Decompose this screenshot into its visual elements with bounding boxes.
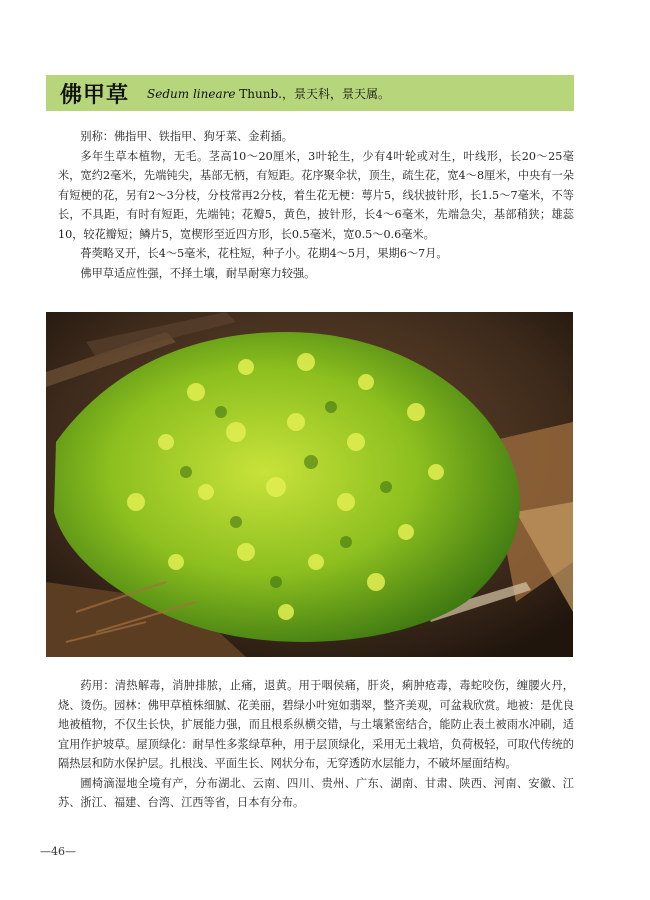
page-number: —46— (40, 845, 76, 858)
plant-title: 佛甲草 (60, 82, 130, 108)
morphology-paragraph: 多年生草本植物，无毛。茎高10～20厘米，3叶轮生，少有4叶轮或对生，叶线形，长20～25毫米，宽约2毫米，先端钝尖，基部无柄，有短距。花序聚伞状，顶生，疏生花，宽4～8厘米，中央有一朵有短梗的花，另有2～3分枝，分枝常再2分枝，着生花无梗：萼片5，线状披针形，长1.5～7毫米，不等长，不具距，有时有短距，先端钝；花瓣5，黄色，披针形，长4～6毫米，先端急尖，基部稍狭；雄蕊10，较花瓣短；鳞片5，宽楔形至近四方形，长0.5毫米，宽0.5～0.6毫米。 (58, 149, 574, 241)
section-header (46, 75, 574, 111)
usage-paragraph: 药用：清热解毒，消肿排脓，止痛，退黄。用于咽侯痛，肝炎，痢肿疮毒，毒蛇咬伤，缠腰火丹，烧、烫伤。园林：佛甲草植株细腻、花美丽，碧绿小叶宛如翡翠，整齐美观，可盆栽欣赏。地被：是优良地被植物，不仅生长快，扩展能力强，而且根系纵横交错，与土壤紧密结合，能防止表土被雨水冲刷，适宜用作护坡草。屋顶绿化：耐旱性多浆绿草种，用于层顶绿化，采用无土栽培，负荷极轻，可取代传统的隔热层和防水保护层。扎根浅、平面生长、网状分布，无穿透防水层能力，不破坏屋面结构。 (58, 679, 574, 770)
alias-paragraph: 别称：佛指甲、铁指甲、狗牙菜、金莉插。 (80, 130, 293, 143)
usage-block (58, 676, 574, 813)
family-text: ，景天科，景天属。 (281, 86, 390, 101)
description-block (58, 127, 574, 283)
latin-name (147, 85, 390, 102)
adaptability-paragraph: 佛甲草适应性强，不择土壤，耐旱耐寒力较强。 (80, 266, 316, 280)
fruit-paragraph: 蓇葖略叉开，长4～5毫米，花柱短，种子小。花期4～5月，果期6～7月。 (80, 247, 448, 260)
plant-photo (46, 312, 573, 657)
distribution-paragraph: 圃椅滴湿地全境有产，分布湖北、云南、四川、贵州、广东、湖南、甘肃、陕西、河南、安徽、江苏、浙江、福建、台湾、江西等省，日本有分布。 (58, 776, 574, 809)
latin-genus: Sedum lineare (147, 86, 236, 101)
latin-author: Thunb. (239, 86, 282, 101)
